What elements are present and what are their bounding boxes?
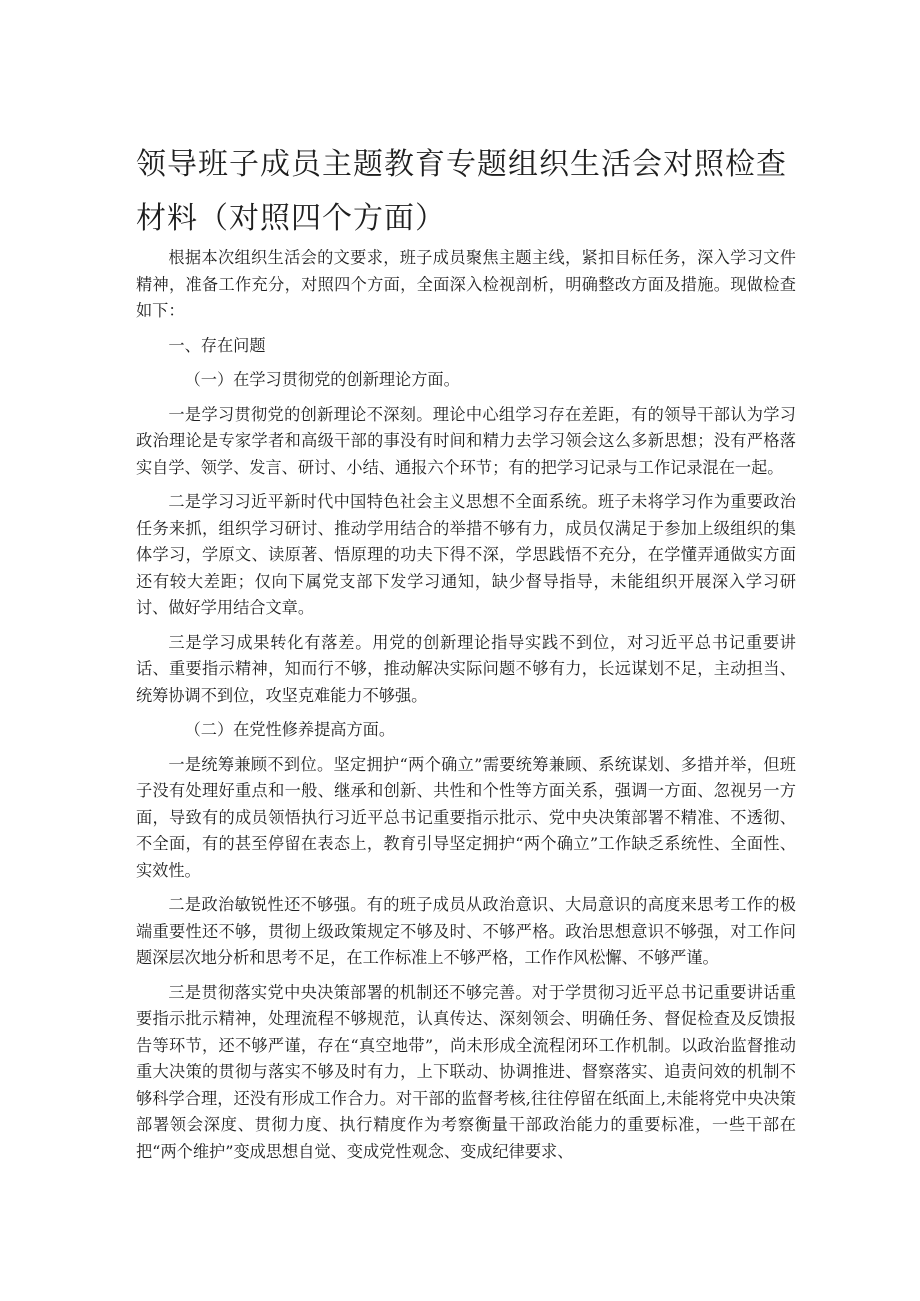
subsection-heading-party-spirit: （二）在党性修养提高方面。 xyxy=(184,720,396,739)
intro-paragraph: 根据本次组织生活会的文要求，班子成员聚焦主题主线，紧扣目标任务，深入学习文件精神，准备工作充分，对照四个方面，全面深入检视剖析，明确整改方面及措施。现做检查如下： xyxy=(136,248,796,320)
document-body xyxy=(136,245,796,1173)
subsection-heading-theory: （一）在学习贯彻党的创新理论方面。 xyxy=(184,370,460,389)
document-title: 领导班子成员主题教育专题组织生活会对照检查材料（对照四个方面） xyxy=(136,147,787,236)
paragraph-theory-2: 二是学习习近平新时代中国特色社会主义思想不全面系统。班子未将学习作为重要政治任务来抓，组织学习研讨、推动学用结合的举措不够有力，成员仅满足于参加上级组织的集体学习，学原文、读原著、悟原理的功夫下得不深，学思践悟不充分，在学懂弄通做实方面还有较大差距；仅向下属党支部下发学习通知，缺少督导指导，未能组织开展深入学习研讨、做好学用结合文章。 xyxy=(136,492,796,617)
paragraph-party-spirit-3: 三是贯彻落实党中央决策部署的机制还不够完善。对于学贯彻习近平总书记重要讲话重要指示批示精神，处理流程不够规范，认真传达、深刻领会、明确任务、督促检查及反馈报告等环节，还不够严谨，存在“真空地带”，尚未形成全流程闭环工作机制。以政治监督推动重大决策的贯彻与落实不够及时有力，上下联动、协调推进、督察落实、追责问效的机制不够科学合理，还没有形成工作合力。对干部的监督考核,往往停留在纸面上,未能将党中央决策部署领会深度、贯彻力度、执行精度作为考察衡量干部政治能力的重要标准，一些干部在把“两个维护”变成思想自觉、变成党性观念、变成纪律要求、 xyxy=(136,982,796,1161)
paragraph-theory-3: 三是学习成果转化有落差。用党的创新理论指导实践不到位，对习近平总书记重要讲话、重要指示精神，知而行不够，推动解决实际问题不够有力，长远谋划不足，主动担当、统筹协调不到位，攻坚克难能力不够强。 xyxy=(136,632,796,705)
paragraph-theory-1: 一是学习贯彻党的创新理论不深刻。理论中心组学习存在差距，有的领导干部认为学习政治理论是专家学者和高级干部的事没有时间和精力去学习领会这么多新思想；没有严格落实自学、领学、发言、研讨、小结、通报六个环节；有的把学习记录与工作记录混在一起。 xyxy=(136,404,796,477)
paragraph-party-spirit-1: 一是统筹兼顾不到位。坚定拥护“两个确立”需要统筹兼顾、系统谋划、多措并举，但班子没有处理好重点和一般、继承和创新、共性和个性等方面关系，强调一方面、忽视另一方面，导致有的成员领悟执行习近平总书记重要指示批示、党中央决策部署不精准、不透彻、不全面，有的甚至停留在表态上，教育引导坚定拥护“两个确立”工作缺乏系统性、全面性、实效性。 xyxy=(136,754,796,880)
paragraph-party-spirit-2: 二是政治敏锐性还不够强。有的班子成员从政治意识、大局意识的高度来思考工作的极端重要性还不够，贯彻上级政策规定不够及时、不够严格。政治思想意识不够强，对工作问题深层次地分析和思考不足，在工作标准上不够严格，工作作风松懈、不够严谨。 xyxy=(136,895,796,967)
section-heading-problems: 一、存在问题 xyxy=(168,335,266,355)
